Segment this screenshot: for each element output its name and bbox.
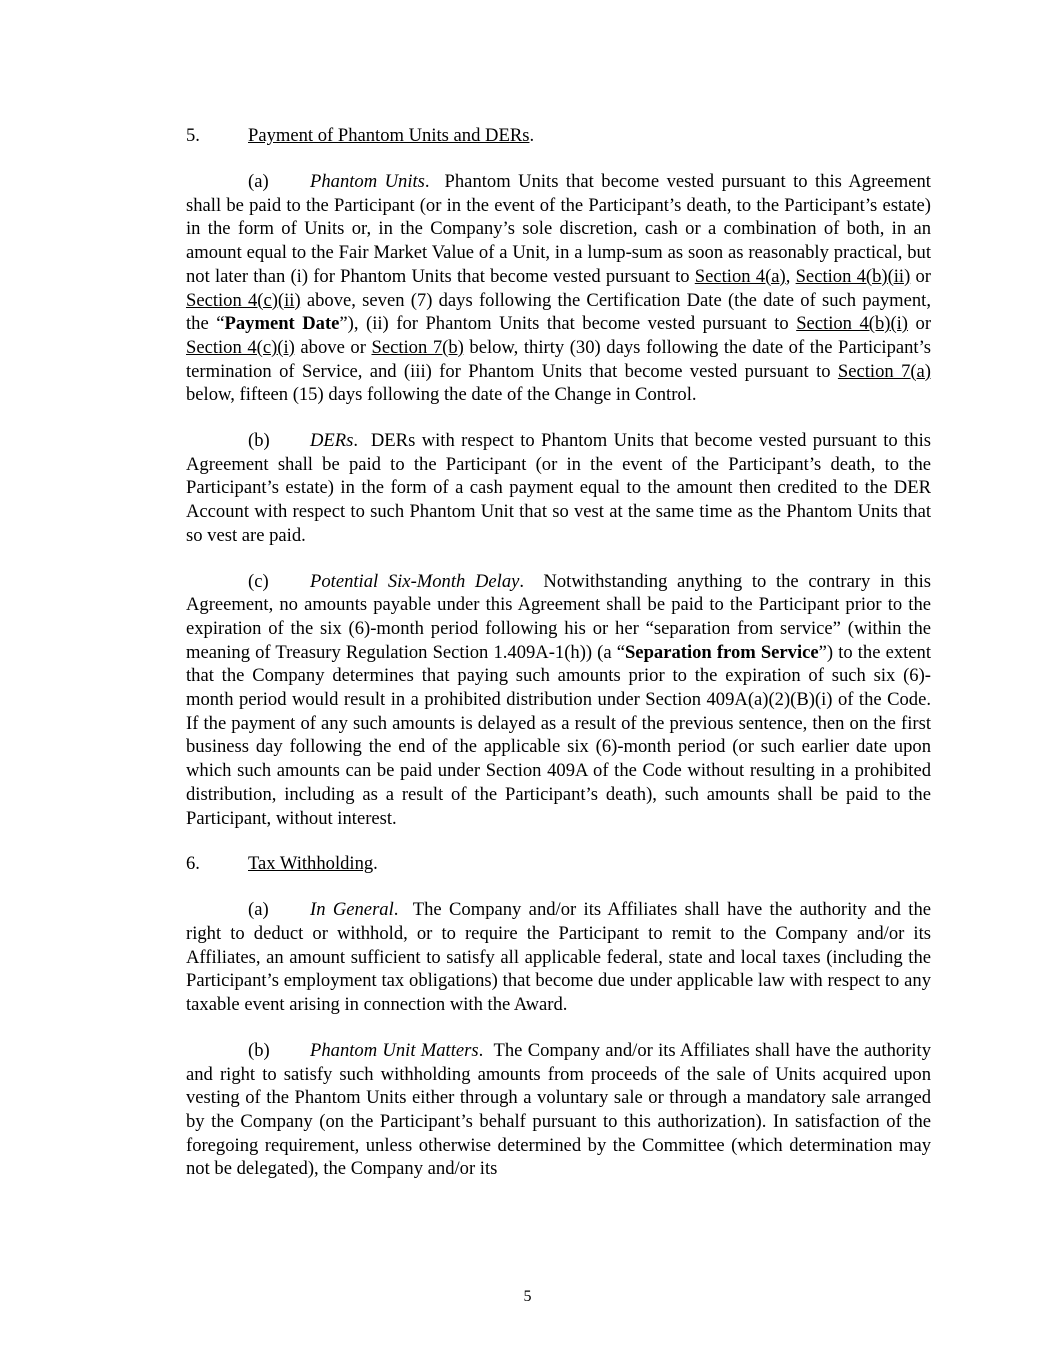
paragraph-text: above, seven (7) days following the Certification Date (the date of such payment, the “ xyxy=(186,289,931,335)
paragraph-label: (a) xyxy=(248,899,269,921)
section-number: 5. xyxy=(186,125,200,146)
section-6b-paragraph: (b) Phantom Unit Matters. The Company and/or its Affiliates shall have the authority and right to satisfy such withholding amounts from proceeds of the sale of Units acquired upon vesting of the Phantom Units either through a voluntary sale or through a mandatory sale arranged by the Company (on the Participant’s behalf pursuant to this authorization). In satisfaction of the foregoing requirement, unless otherwise determined by the Committee (which determination may not be delegated), the Company and/or its xyxy=(186,1039,932,1180)
paragraph-label: (b) xyxy=(248,430,270,452)
section-reference: Section 7(a) xyxy=(837,360,931,382)
section-5-heading: 5. Payment of Phantom Units and DERs. xyxy=(186,125,535,146)
paragraph-text: Phantom Units that become vested pursuant to this Agreement shall be paid to the Participant (or in the event of the Participant’s death, to the Participant’s estate) in the form of Units or, in the Company’s sole discretion, cash or a combination of both, in an amount equal to the Fair Market Value of a Unit, in a lump-sum as soon as reasonably practical, but not later than (i) for Phantom Units that become vested pursuant to xyxy=(186,171,931,287)
paragraph-text: The Company and/or its Affiliates shall have the authority and right to satisfy such withholding amounts from proceeds of the sale of Units acquired upon vesting of the Phantom Units either through a voluntary sale or through a mandatory sale arranged by the Company (on the Participant’s behalf pursuant to this authorization). In satisfaction of the foregoing requirement, unless otherwise determined by the Committee (which determination may not be delegated), the Company and/or its xyxy=(186,1039,932,1180)
section-title: Payment of Phantom Units and DERs xyxy=(248,125,530,146)
section-5c-paragraph: (c) Potential Six-Month Delay. Notwithstanding anything to the contrary in this Agreement, no amounts payable under this Agreement shall be paid to the Participant prior to the expiration of the six (6)-month period following his or her “separation from service” (within the meaning of Treasury Regulation Section 1.409A-1(h)) (a “Separation from Service”) to the extent that the Company determines that paying such amounts prior to the expiration of such six (6)-month period would result in a prohibited distribution under Section 409A(a)(2)(B)(i) of the Code. If the payment of any such amounts is delayed as a result of the previous sentence, then on the first business day following the end of the applicable six (6)-month period (or such earlier date upon which such amounts can be paid under Section 409A of the Code without resulting in a prohibited distribution, including as a result of the Participant’s death), such amounts shall be paid to the Participant, without interest. xyxy=(186,570,932,829)
paragraph-title: Phantom Units xyxy=(310,171,425,192)
paragraph-text: DERs with respect to Phantom Units that become vested pursuant to this Agreement shall be paid to the Participant (or in the event of the Participant’s death, to the Participant’s estate) in the form of a cash payment equal to the amount then credited to the DER Account with respect to such Phantom Unit that so vest at the same time as the Phantom Units that so vest are paid. xyxy=(186,430,931,546)
section-6-heading: 6. Tax Withholding. xyxy=(186,853,378,875)
paragraph-label: (b) xyxy=(248,1039,270,1061)
paragraph-title: In General xyxy=(310,899,394,921)
section-reference: Section 4(a) xyxy=(694,265,786,287)
paragraph-text: below, fifteen (15) days following the date of the Change in Control. xyxy=(186,384,697,406)
section-reference: Section 4(c)(i) xyxy=(186,336,295,358)
defined-term: Payment Date xyxy=(224,313,340,335)
section-reference: Section 7(b) xyxy=(371,336,464,358)
paragraph-text: ”), (ii) for Phantom Units that become vested pursuant to xyxy=(339,313,797,335)
section-5a-paragraph: (a) Phantom Units. Phantom Units that become vested pursuant to this Agreement shall be paid to the Participant (or in the event of the Participant’s death, to the Participant’s estate) in the form of Units or, in the Company’s sole discretion, cash or a combination of both, in an amount equal to the Fair Market Value of a Unit, in a lump-sum as soon as reasonably practical, but not later than (i) for Phantom Units that become vested pursuant to Section 4(a), Section 4(b)(ii) or Section 4(c)(ii) above, seven (7) days following the Certification Date (the date of such payment, the “Payment Date”), (ii) for Phantom Units that become vested pursuant to Section 4(b)(i) or Section 4(c)(i) above or Section 7(b) below, thirty (30) days following the date of the Participant’s termination of Service, and (iii) for Phantom Units that become vested pursuant to Section 7(a) below, fifteen (15) days following the date of the Change in Control. xyxy=(186,171,932,406)
page-number: 5 xyxy=(523,1288,532,1305)
section-5b-paragraph: (b) DERs. DERs with respect to Phantom Units that become vested pursuant to this Agreement shall be paid to the Participant (or in the event of the Participant’s death, to the Participant’s estate) in the form of a cash payment equal to the amount then credited to the DER Account with respect to such Phantom Unit that so vest at the same time as the Phantom Units that so vest are paid. xyxy=(186,430,931,546)
paragraph-text: ”) to the extent that the Company determines that paying such amounts prior to the expiration of such six (6)-month period would result in a prohibited distribution under Section 409A(a)(2)(B)(i) of the Code. If the payment of any such amounts is delayed as a result of the previous sentence, then on the first business day following the end of the applicable six (6)-month period (or such earlier date upon which such amounts can be paid under Section 409A of the Code without resulting in a prohibited distribution, including as a result of the Participant’s death), such amounts shall be paid to the Participant, without interest. xyxy=(186,641,931,829)
section-number: 6. xyxy=(186,853,200,875)
paragraph-text: The Company and/or its Affiliates shall have the authority and the right to deduct or withhold, or to require the Participant to remit to the Company and/or its Affiliates, an amount sufficient to satisfy all applicable federal, state and local taxes (including the Participant’s employment tax obligations) that become due under applicable law with respect to any taxable event arising in connection with the Award. xyxy=(186,899,931,1016)
section-title: Tax Withholding xyxy=(248,853,374,875)
paragraph-label: (c) xyxy=(248,570,269,592)
section-reference: Section 4(b)(ii) xyxy=(795,265,911,287)
section-reference: Section 4(c)(ii) xyxy=(186,289,301,311)
paragraph-title: Phantom Unit Matters xyxy=(310,1039,479,1061)
paragraph-title: Potential Six-Month Delay xyxy=(310,570,520,592)
section-reference: Section 4(b)(i) xyxy=(796,313,909,335)
paragraph-label: (a) xyxy=(248,171,269,192)
document-body xyxy=(186,124,931,1181)
paragraph-title: DERs xyxy=(310,430,354,452)
paragraph-text: Notwithstanding anything to the contrary in this Agreement, no amounts payable under this Agreement shall be paid to the Participant prior to the expiration of the six (6)-month period following his or her “separation from service” (within the meaning of Treasury Regulation Section 1.409A-1(h)) (a “ xyxy=(186,570,932,663)
section-6a-paragraph: (a) In General. The Company and/or its Affiliates shall have the authority and the right to deduct or withhold, or to require the Participant to remit to the Company and/or its Affiliates, an amount sufficient to satisfy all applicable federal, state and local taxes (including the Participant’s employment tax obligations) that become due under applicable law with respect to any taxable event arising in connection with the Award. xyxy=(186,899,931,1016)
paragraph-text: below, thirty (30) days following the date of the Participant’s termination of Service, and (iii) for Phantom Units that become vested pursuant to xyxy=(186,336,932,382)
defined-term: Separation from Service xyxy=(624,641,819,663)
